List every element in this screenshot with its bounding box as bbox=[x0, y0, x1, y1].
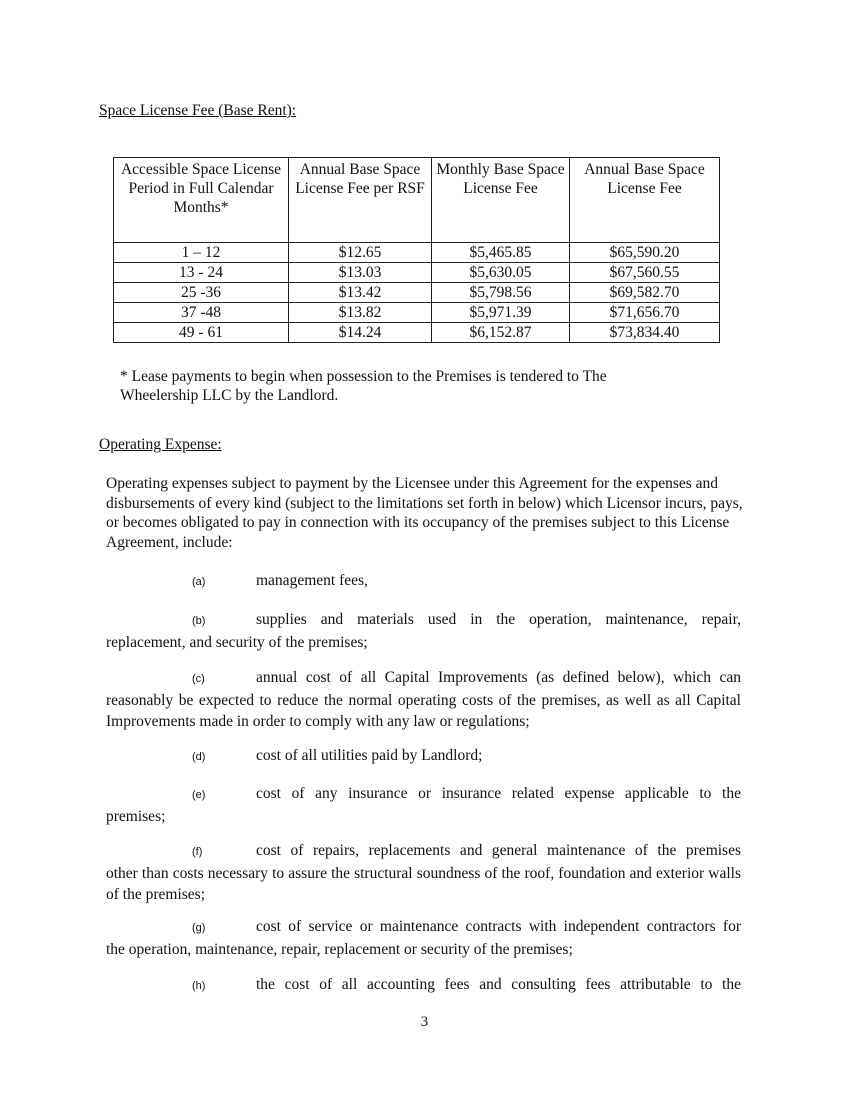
table-row bbox=[114, 263, 720, 283]
section-heading-base-rent: Space License Fee (Base Rent): bbox=[99, 102, 297, 119]
table-cell: $5,971.39 bbox=[432, 303, 570, 323]
list-item bbox=[106, 609, 741, 653]
section-heading-operating-expense: Operating Expense: bbox=[99, 436, 222, 453]
item-label: (f) bbox=[192, 846, 203, 858]
table-cell: $13.42 bbox=[289, 283, 432, 303]
list-item bbox=[106, 570, 741, 593]
table-cell: $65,590.20 bbox=[570, 243, 720, 263]
license-fee-table bbox=[113, 157, 720, 343]
item-label: (c) bbox=[192, 673, 205, 685]
list-item bbox=[106, 667, 741, 732]
item-text: the cost of all accounting fees and consulting fees attributable to the bbox=[256, 976, 741, 993]
list-item bbox=[106, 840, 741, 905]
table-cell: $67,560.55 bbox=[570, 263, 720, 283]
table-cell: $73,834.40 bbox=[570, 323, 720, 343]
table-cell: 1 – 12 bbox=[114, 243, 289, 263]
item-label: (g) bbox=[192, 922, 206, 934]
item-text-continued: other than costs necessary to assure the structural soundness of the roof, foundation and exterior walls of the premises; bbox=[106, 865, 741, 903]
item-text-continued: the operation, maintenance, repair, replacement or security of the premises; bbox=[106, 941, 573, 958]
table-cell: $71,656.70 bbox=[570, 303, 720, 323]
operating-expense-intro: Operating expenses subject to payment by the Licensee under this Agreement for the expenses and disbursements of every kind (subject to the limitations set forth in below) which Licensor incurs, pays, or becomes obligated to pay in connection with its occupancy of the premises subject to this License Agreement, include: bbox=[106, 475, 743, 551]
table-cell: $69,582.70 bbox=[570, 283, 720, 303]
item-text: cost of service or maintenance contracts with independent contractors for bbox=[256, 918, 741, 935]
column-header-monthly-fee: Monthly Base Space License Fee bbox=[432, 158, 570, 243]
table-cell: $5,798.56 bbox=[432, 283, 570, 303]
column-header-annual-fee: Annual Base Space License Fee bbox=[570, 158, 720, 243]
table-row bbox=[114, 323, 720, 343]
item-label: (h) bbox=[192, 980, 206, 992]
item-text: supplies and materials used in the operation, maintenance, repair, bbox=[256, 611, 741, 628]
table-cell: $14.24 bbox=[289, 323, 432, 343]
item-text-continued: replacement, and security of the premises; bbox=[106, 634, 368, 651]
table-cell: $5,630.05 bbox=[432, 263, 570, 283]
table-header-row bbox=[114, 158, 720, 243]
table-row bbox=[114, 243, 720, 263]
table-cell: $5,465.85 bbox=[432, 243, 570, 263]
table-cell: 37 -48 bbox=[114, 303, 289, 323]
list-item bbox=[106, 916, 741, 960]
item-text-continued: reasonably be expected to reduce the normal operating costs of the premises, as well as all Capital Improvements made in order to comply with any law or regulations; bbox=[106, 692, 741, 730]
table-cell: $6,152.87 bbox=[432, 323, 570, 343]
column-header-period: Accessible Space License Period in Full Calendar Months* bbox=[114, 158, 289, 243]
item-label: (a) bbox=[192, 576, 206, 588]
item-label: (e) bbox=[192, 789, 206, 801]
table-cell: $13.82 bbox=[289, 303, 432, 323]
table-cell: 25 -36 bbox=[114, 283, 289, 303]
item-text: cost of any insurance or insurance related expense applicable to the bbox=[256, 785, 741, 802]
table-footnote: * Lease payments to begin when possession to the Premises is tendered to The Wheelership LLC by the Landlord. bbox=[120, 368, 607, 404]
table-row bbox=[114, 303, 720, 323]
list-item bbox=[106, 974, 741, 997]
table-cell: 49 - 61 bbox=[114, 323, 289, 343]
item-label: (d) bbox=[192, 751, 206, 763]
column-header-annual-per-rsf: Annual Base Space License Fee per RSF bbox=[289, 158, 432, 243]
table-cell: 13 - 24 bbox=[114, 263, 289, 283]
page-number: 3 bbox=[420, 1014, 429, 1030]
table-cell: $12.65 bbox=[289, 243, 432, 263]
item-label: (b) bbox=[192, 615, 206, 627]
item-text: cost of all utilities paid by Landlord; bbox=[256, 747, 483, 764]
list-item bbox=[106, 783, 741, 827]
table-row bbox=[114, 283, 720, 303]
item-text: management fees, bbox=[256, 572, 368, 589]
list-item bbox=[106, 745, 741, 768]
item-text: annual cost of all Capital Improvements (as defined below), which can bbox=[256, 669, 741, 686]
table-cell: $13.03 bbox=[289, 263, 432, 283]
item-text: cost of repairs, replacements and general maintenance of the premises bbox=[256, 842, 741, 859]
item-text-continued: premises; bbox=[106, 808, 166, 825]
